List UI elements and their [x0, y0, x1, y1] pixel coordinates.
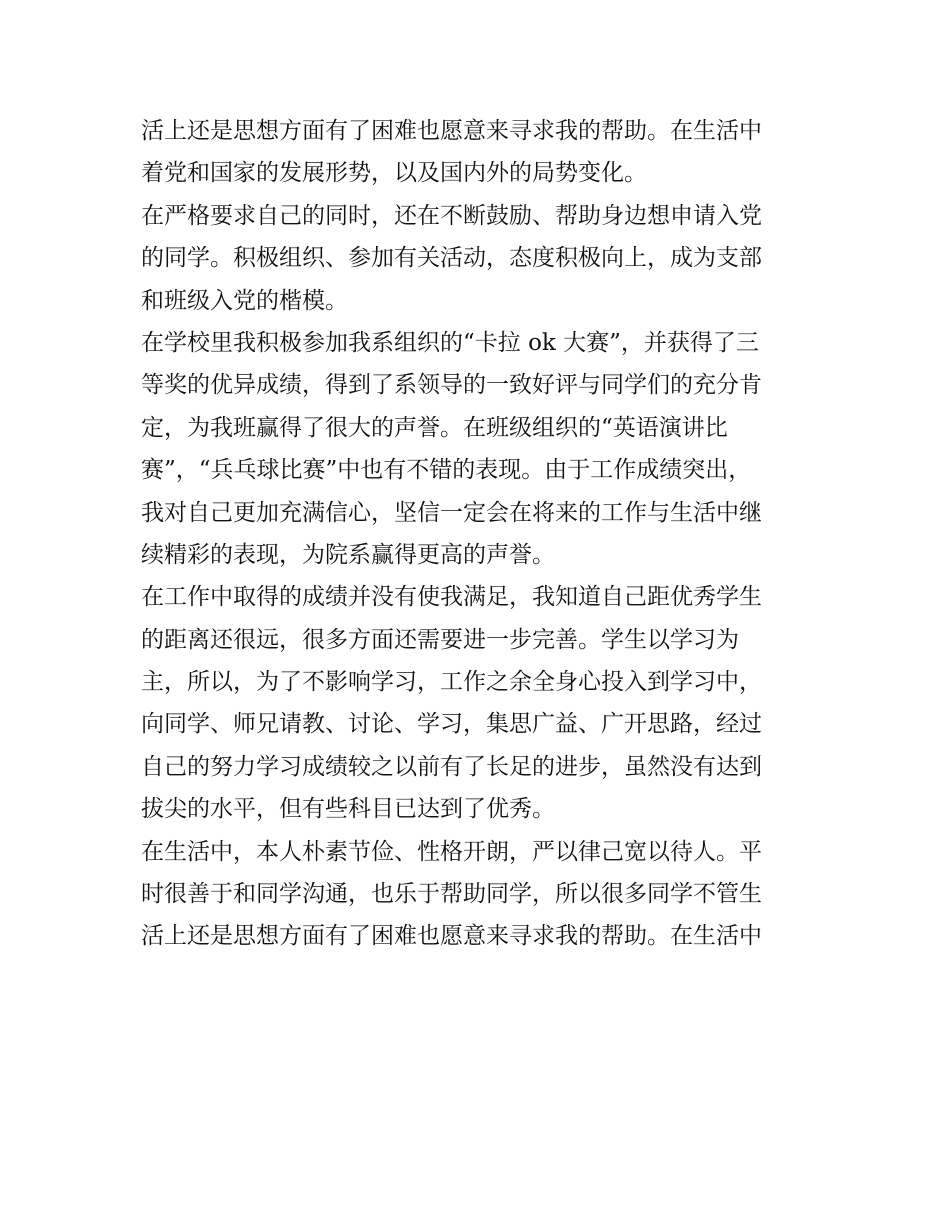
text-line: 活上还是思想方面有了困难也愿意来寻求我的帮助。在生活中	[141, 923, 762, 950]
text-line: 活上还是思想方面有了困难也愿意来寻求我的帮助。在生活中	[141, 118, 762, 144]
text-line: 在工作中取得的成绩并没有使我满足，我知道自己距优秀学生	[141, 584, 762, 611]
text-line: 自己的努力学习成绩较之以前有了长足的进步，虽然没有达到	[141, 753, 762, 780]
text-line: 和班级入党的楷模。	[141, 287, 348, 314]
text-line: 定，为我班赢得了很大的声誉。在班级组织的“英语演讲比	[141, 414, 728, 441]
text-line: 时很善于和同学沟通，也乐于帮助同学，所以很多同学不管生	[141, 881, 762, 908]
text-line: 的同学。积极组织、参加有关活动，态度积极向上，成为支部	[141, 245, 762, 272]
text-line: 续精彩的表现，为院系赢得更高的声誉。	[141, 541, 555, 568]
text-line: 在学校里我积极参加我系组织的“卡拉 ok 大赛”，并获得了三	[141, 329, 759, 356]
text-line: 主，所以，为了不影响学习，工作之余全身心投入到学习中，	[141, 669, 762, 696]
text-line: 我对自己更加充满信心，坚信一定会在将来的工作与生活中继	[141, 499, 762, 526]
text-line: 等奖的优异成绩，得到了系领导的一致好评与同学们的充分肯	[141, 372, 762, 399]
text-line: 在生活中，本人朴素节俭、性格开朗，严以律己宽以待人。平	[141, 838, 762, 865]
text-line: 着党和国家的发展形势，以及国内外的局势变化。	[141, 160, 647, 187]
text-line: 赛”，“兵乓球比赛”中也有不错的表现。由于工作成绩突出，	[141, 457, 752, 484]
text-line: 的距离还很远，很多方面还需要进一步完善。学生以学习为	[141, 626, 739, 653]
body-text	[141, 110, 821, 958]
text-line: 在严格要求自己的同时，还在不断鼓励、帮助身边想申请入党	[141, 202, 762, 229]
text-line: 拔尖的水平，但有些科目已达到了优秀。	[141, 796, 555, 823]
text-line: 向同学、师兄请教、讨论、学习，集思广益、广开思路，经过	[141, 711, 762, 738]
